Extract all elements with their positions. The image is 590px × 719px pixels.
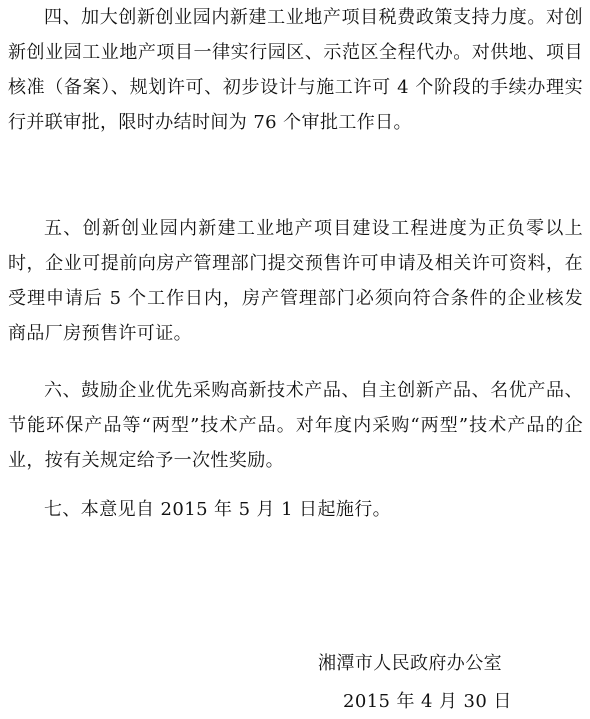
paragraph-six: 六、鼓励企业优先采购高新技术产品、自主创新产品、名优产品、节能环保产品等“两型”技术产品。对年度内采购“两型”技术产品的企业，按有关规定给予一次性奖励。 (8, 380, 583, 471)
issue-date: 2015 年 4 月 30 日 (343, 691, 512, 712)
paragraph-five: 五、创新创业园内新建工业地产项目建设工程进度为正负零以上时，企业可提前向房产管理部门提交预售许可申请及相关许可资料，在受理申请后 5 个工作日内，房产管理部门必须向符合条件的企业核发商品厂房预售许可证。 (8, 218, 583, 344)
issuing-organization: 湘潭市人民政府办公室 (318, 653, 502, 674)
paragraph-seven: 七、本意见自 2015 年 5 月 1 日起施行。 (44, 499, 392, 520)
paragraph-four: 四、加大创新创业园内新建工业地产项目税费政策支持力度。对创新创业园工业地产项目一律实行园区、示范区全程代办。对供地、项目核准（备案）、规划许可、初步设计与施工许可 4 个阶段的手续办理实行并联审批，限时办结时间为 76 个审批工作日。 (8, 7, 583, 133)
